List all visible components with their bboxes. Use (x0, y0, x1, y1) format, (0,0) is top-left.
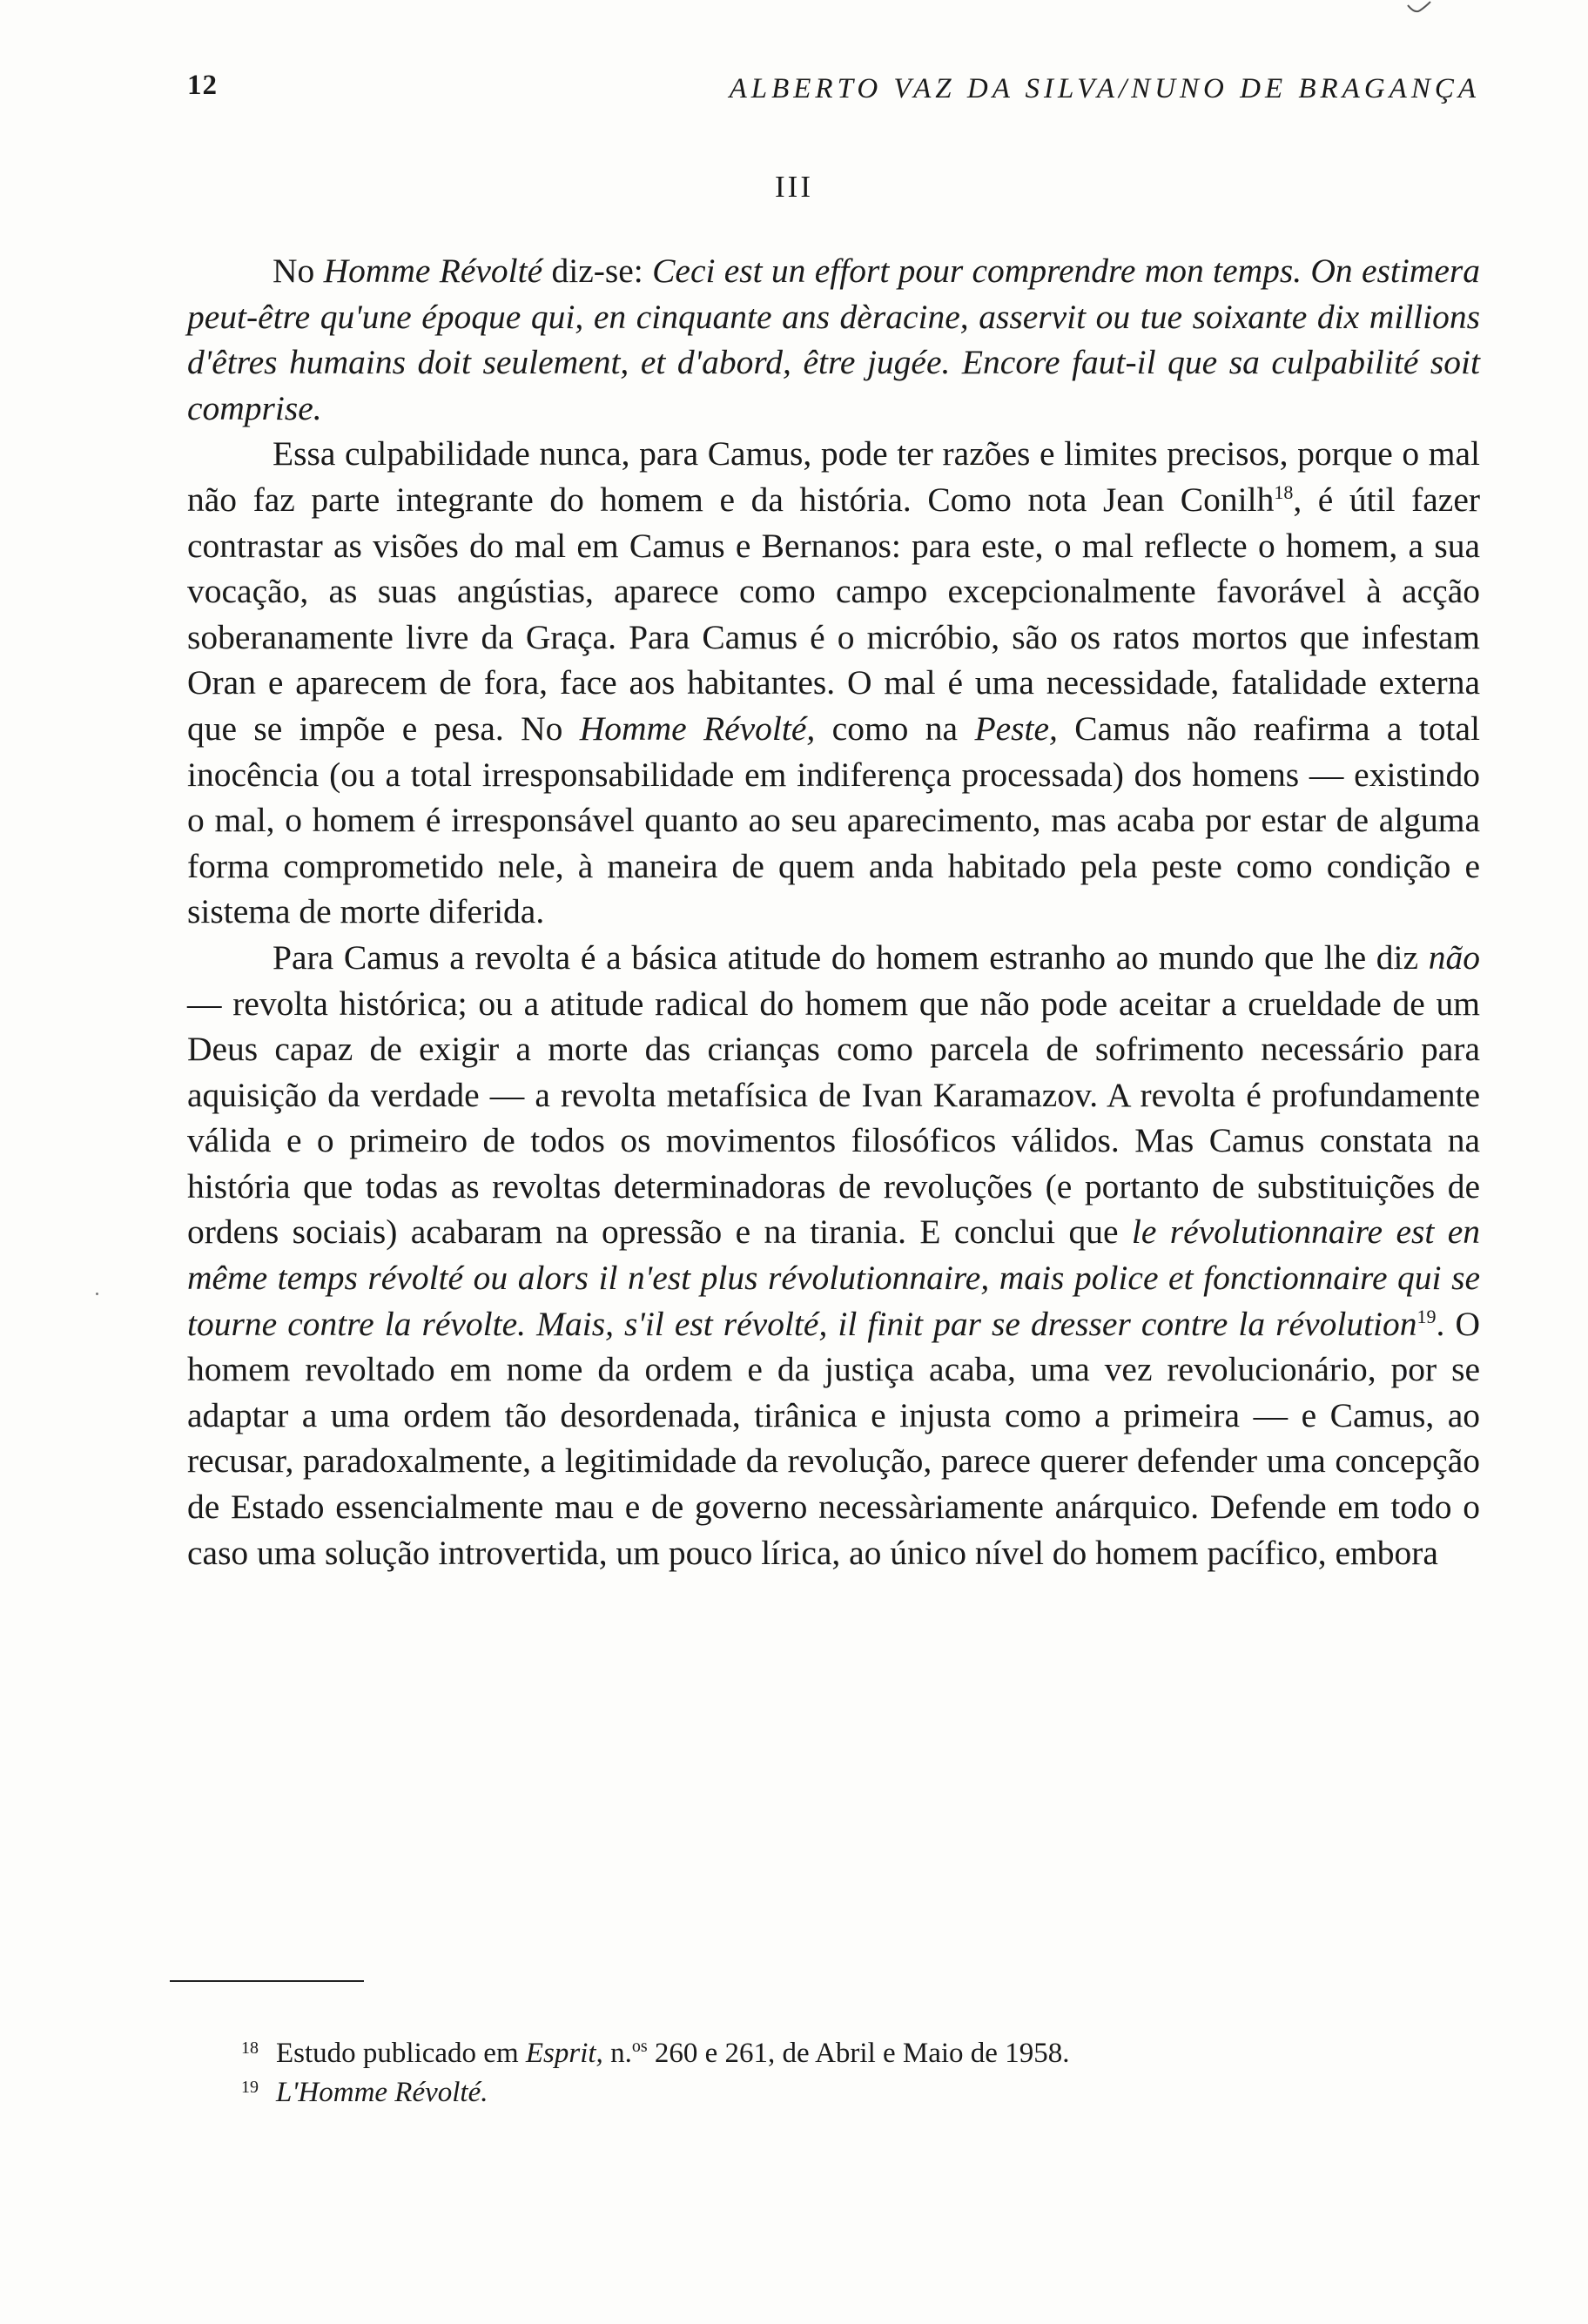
paragraph-1 (187, 248, 1480, 431)
italic-quote: le révolutionnaire est en même temps révolté ou alors il n'est plus révolutionnaire, mais police et fonctionnaire qui se tourne contre la révolte. Mais, s'il est révolté, il finit par se dresser contre la révolution (187, 1212, 1480, 1343)
superscript: os (631, 2037, 648, 2056)
text-run: , é útil fazer contrastar as visões do mal em Camus e Bernanos: para este, o mal reflecte o homem, a sua vocação, as suas angústias, aparece como campo excepcionalmente favorável à acção soberanamente livre da Graça. Para Camus é o micróbio, são os ratos mortos que infestam Oran e aparecem de fora, face aos habitantes. O mal é uma necessidade, fatalidade externa que se impõe e pesa. No (187, 480, 1480, 748)
italic-run: Homme Révolté, (579, 709, 816, 748)
footnote-reference-18: 18 (1274, 480, 1294, 503)
body-text (187, 248, 1480, 1575)
italic-run: Esprit, (525, 2038, 603, 2069)
text-run: Estudo publicado em (276, 2038, 526, 2069)
text-run: Camus não reafirma a total inocência (ou a total irresponsabilidade em indiferença processada) dos homens — existindo o mal, o homem é irresponsável quanto ao seu aparecimento, mas acaba por estar de alguma forma comprometido nele, à maneira de quem anda habitado pela peste como condição e sistema de morte diferida. (187, 709, 1480, 931)
footnote-number: 18 (241, 2039, 259, 2058)
page-number: 12 (187, 70, 218, 101)
italic-quote: Ceci est un effort pour comprendre mon temps. On estimera peut-être qu'une époque qui, en cinquante ans dèracine, asservit ou tue soixante dix millions d'êtres humains doit seulement, et d'abord, être jugée. Encore faut-il que sa culpabilité soit comprise. (187, 252, 1480, 427)
text-run: — revolta histórica; ou a atitude radical do homem que não pode aceitar a crueldade de um Deus capaz de exigir a morte das crianças como parcela de sofrimento necessário para aquisição da verdade — a revolta metafísica de Ivan Karamazov. A revolta é profundamente válida e o primeiro de todos os movimentos filosóficos válidos. Mas Camus constata na história que todas as revoltas determinadoras de revoluções (e portanto de substituições de ordens sociais) acabaram na opressão e na tirania. E conclui que (187, 984, 1480, 1252)
footnote-text (248, 2077, 488, 2108)
margin-speck (96, 1293, 98, 1295)
paragraph-2 (187, 431, 1480, 935)
text-run: Para Camus a revolta é a básica atitude do homem estranho ao mundo que lhe diz (273, 937, 1429, 977)
text-run: n. (602, 2038, 632, 2069)
footnote-number: 19 (241, 2078, 259, 2097)
footnote-text (248, 2038, 1069, 2069)
page-header (187, 70, 1480, 113)
text-run: No (273, 252, 324, 290)
italic-run: não (1428, 937, 1480, 977)
text-run: como na (815, 709, 975, 748)
paragraph-3 (187, 935, 1480, 1575)
text-run: . O homem revoltado em nome da ordem e da justiça acaba, uma vez revolucionário, por se adaptar a uma ordem tão desordenada, tirânica e injusta como a primeira — e Camus, ao recusar, paradoxalmente, a legitimidade da revolução, parece querer defender uma concepção de Estado essencialmente mau e de governo necessàriamente anárquico. Defende em todo o caso uma solução introvertida, um pouco lírica, ao único nível do homem pacífico, embora (187, 1304, 1480, 1572)
italic-run: Peste, (974, 709, 1058, 748)
footnote-reference-19: 19 (1416, 1305, 1437, 1327)
text-run: 260 e 261, de Abril e Maio de 1958. (647, 2038, 1070, 2069)
text-run: Essa culpabilidade nunca, para Camus, pode ter razões e limites precisos, porque o mal não faz parte integrante do homem e da história. Como nota Jean Conilh (187, 434, 1480, 519)
section-title: III (775, 170, 813, 204)
text-run: diz-se: (542, 252, 653, 290)
footnote-divider (170, 1980, 364, 1982)
italic-run: Homme Révolté (323, 252, 543, 290)
footnote-18 (241, 2034, 1467, 2073)
footnote-19 (241, 2073, 1467, 2112)
running-head: ALBERTO VAZ DA SILVA/NUNO DE BRAGANÇA (729, 73, 1480, 104)
italic-run: L'Homme Révolté. (276, 2077, 488, 2108)
footnotes (241, 2034, 1467, 2112)
pencil-check-mark (1406, 0, 1432, 17)
